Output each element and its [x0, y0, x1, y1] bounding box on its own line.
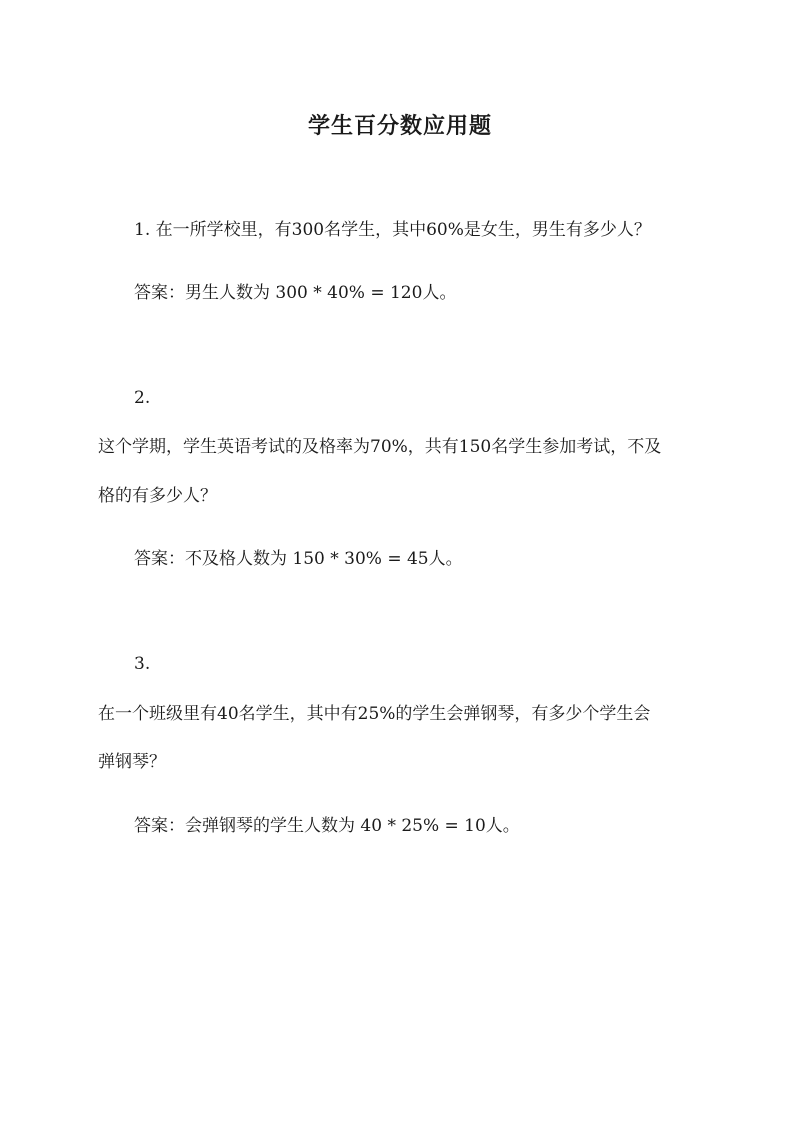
question-3-text-line-2: 弹钢琴？ — [98, 752, 166, 772]
question-1-answer: 答案：男生人数为 300 * 40% = 120人。 — [134, 283, 457, 303]
question-3-number: 3. — [134, 654, 151, 674]
question-1-number: 1. — [134, 220, 156, 240]
question-3-answer: 答案：会弹钢琴的学生人数为 40 * 25% = 10人。 — [134, 816, 520, 836]
question-2-number: 2. — [134, 388, 151, 408]
question-2-answer: 答案：不及格人数为 150 * 30% = 45人。 — [134, 549, 463, 569]
question-1-text: 1. 在一所学校里，有300名学生，其中60%是女生，男生有多少人？ — [134, 220, 651, 240]
page-title: 学生百分数应用题 — [307, 112, 492, 139]
question-3-text-line-1: 在一个班级里有40名学生，其中有25%的学生会弹钢琴，有多少个学生会 — [98, 704, 651, 724]
question-2-text-line-2: 格的有多少人？ — [98, 486, 217, 506]
question-2-text-line-1: 这个学期，学生英语考试的及格率为70%，共有150名学生参加考试，不及 — [98, 437, 662, 457]
